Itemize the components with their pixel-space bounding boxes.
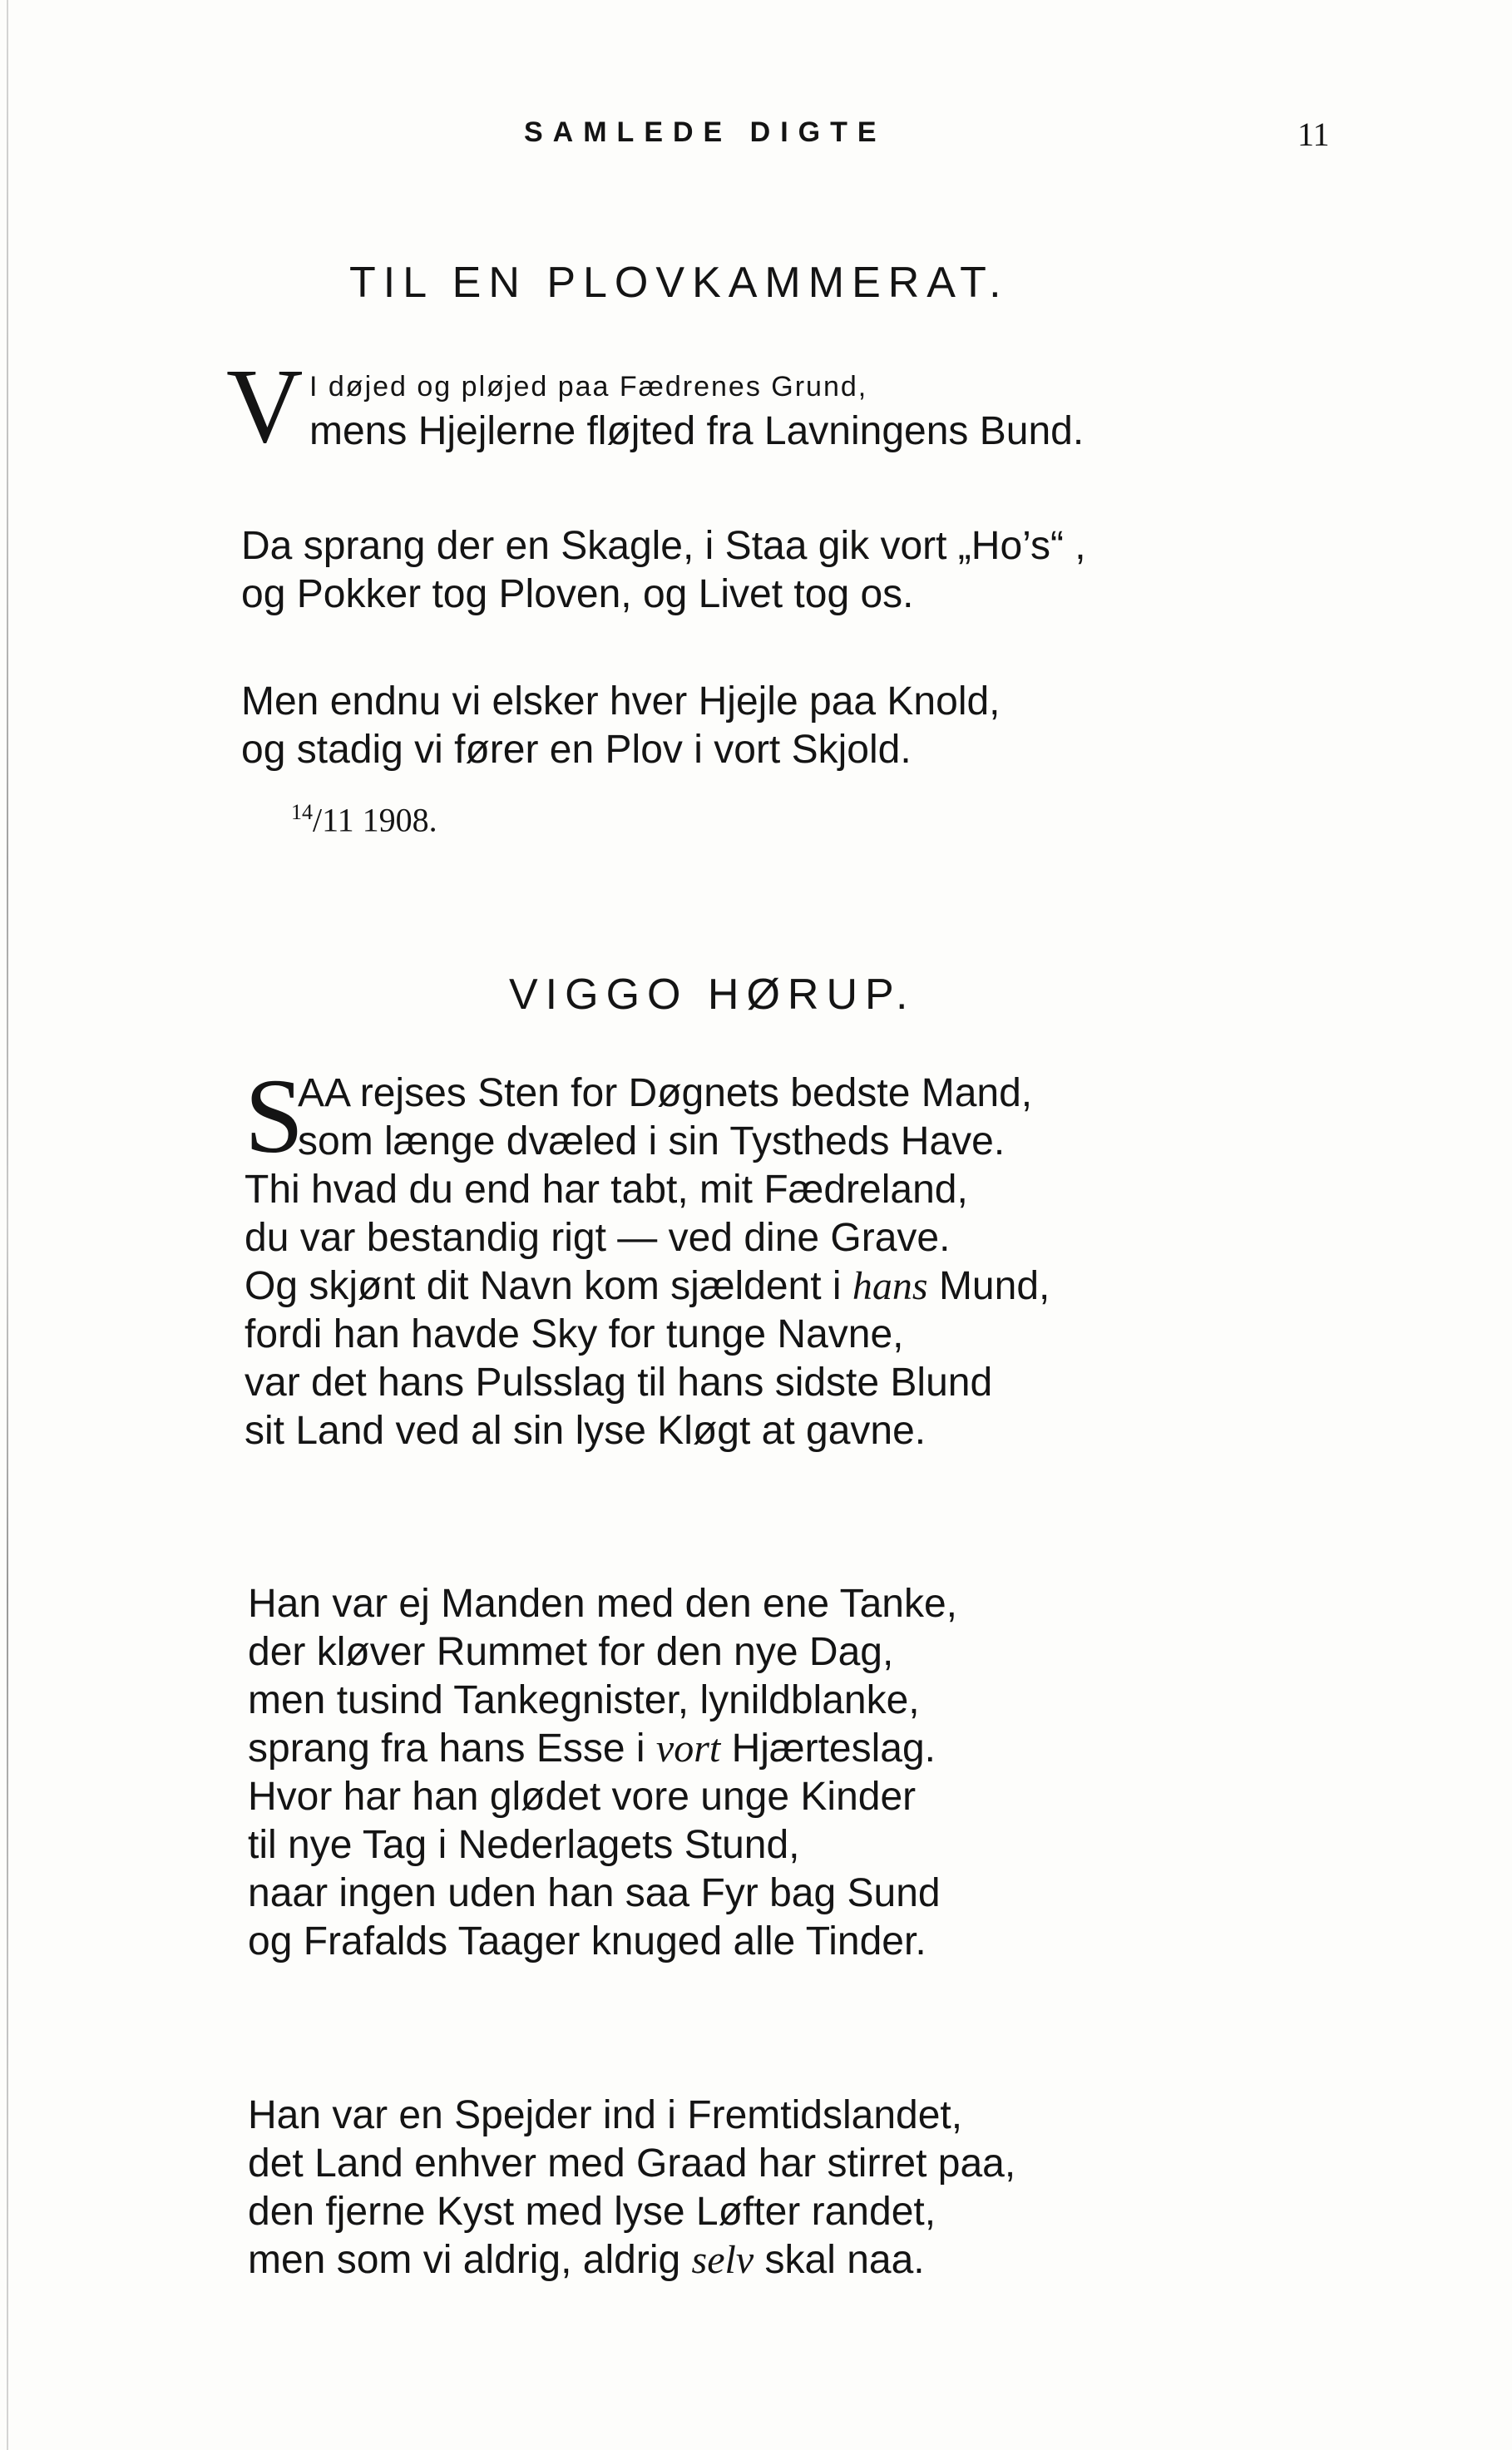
- date-day: 14: [291, 800, 313, 824]
- poem1-stanza-3: [241, 678, 1322, 774]
- poem-line: [248, 1725, 1329, 1773]
- poem-line: til nye Tag i Nederlagets Stund,: [248, 1823, 800, 1867]
- poem-line: AA rejses Sten for Døgnets bedste Mand,: [298, 1071, 1033, 1115]
- poem-title-plovkammerat: TIL EN PLOVKAMMERAT.: [349, 259, 1009, 307]
- poem-line: Han var en Spejder ind i Fremtidslandet,: [248, 2093, 963, 2137]
- poem-line: den fjerne Kyst med lyse Løfter randet,: [248, 2190, 936, 2234]
- poem-line: du var bestandig rigt — ved dine Grave.: [245, 1216, 951, 1260]
- poem-line: og Pokker tog Ploven, og Livet tog os.: [241, 572, 914, 616]
- poem2-stanza-1: [245, 1057, 1326, 1455]
- emphasis-vort: vort: [655, 1726, 721, 1771]
- poem-line: [226, 359, 1307, 408]
- poem-line-text: Hjærteslag.: [720, 1726, 936, 1771]
- page-number: 11: [1297, 116, 1330, 153]
- poem-line-text: men som vi aldrig, aldrig: [248, 2238, 692, 2282]
- poem-line: Da sprang der en Skagle, i Staa gik vort „Ho’s“ ,: [241, 524, 1086, 568]
- poem1-stanza-1: [226, 347, 1307, 465]
- poem-line: var det hans Pulsslag til hans sidste Blund: [245, 1361, 993, 1405]
- poem-line: Han var ej Manden med den ene Tanke,: [248, 1582, 958, 1626]
- poem-line: som længe dvæled i sin Tystheds Have.: [298, 1119, 1006, 1163]
- poem-line-text: sprang fra hans Esse i: [248, 1726, 656, 1771]
- date-rest: /11 1908.: [313, 801, 437, 839]
- poem-line-text: skal naa.: [754, 2238, 925, 2282]
- poem-line: Men endnu vi elsker hver Hjejle paa Knold,: [241, 679, 1001, 724]
- poem-line: og stadig vi fører en Plov i vort Skjold.: [241, 728, 912, 772]
- poem-line: Thi hvad du end har tabt, mit Fædreland,: [245, 1168, 968, 1212]
- poem-title-viggo-horup: VIGGO HØRUP.: [509, 971, 916, 1019]
- poem-line: naar ingen uden han saa Fyr bag Sund: [248, 1871, 941, 1915]
- emphasis-selv: selv: [691, 2238, 754, 2282]
- poem-line: [248, 2236, 1329, 2285]
- poem-line-text: I døjed og pløjed paa Fædrenes Grund,: [309, 371, 868, 403]
- poem-line-text: Og skjønt dit Navn kom sjældent i: [245, 1264, 852, 1308]
- poem2-stanza-3: [248, 2092, 1329, 2285]
- drop-cap-s: S: [245, 1057, 304, 1175]
- poem-line: fordi han havde Sky for tunge Navne,: [245, 1312, 904, 1356]
- poem1-stanza-2: [241, 522, 1322, 619]
- scan-edge-shadow: [7, 0, 8, 2450]
- poem-line: og Frafalds Taager knuged alle Tinder.: [248, 1919, 926, 1963]
- poem2-stanza-2: [248, 1580, 1329, 1966]
- poem-line: sit Land ved al sin lyse Kløgt at gavne.: [245, 1409, 926, 1453]
- poem-date: [291, 800, 437, 839]
- poem-line: der kløver Rummet for den nye Dag,: [248, 1630, 894, 1674]
- poem-line: men tusind Tankegnister, lynildblanke,: [248, 1678, 920, 1722]
- poem-line: mens Hjejlerne fløjted fra Lavningens Bund.: [309, 409, 1085, 453]
- poem-line: Hvor har han glødet vore unge Kinder: [248, 1775, 917, 1819]
- poem-line: det Land enhver med Graad har stirret paa,: [248, 2141, 1016, 2186]
- poem-line-text: Mund,: [927, 1264, 1050, 1308]
- running-header: SAMLEDE DIGTE: [524, 116, 887, 148]
- poem-line: [245, 1262, 1326, 1311]
- emphasis-hans: hans: [852, 1264, 928, 1308]
- drop-cap-v: V: [226, 347, 304, 465]
